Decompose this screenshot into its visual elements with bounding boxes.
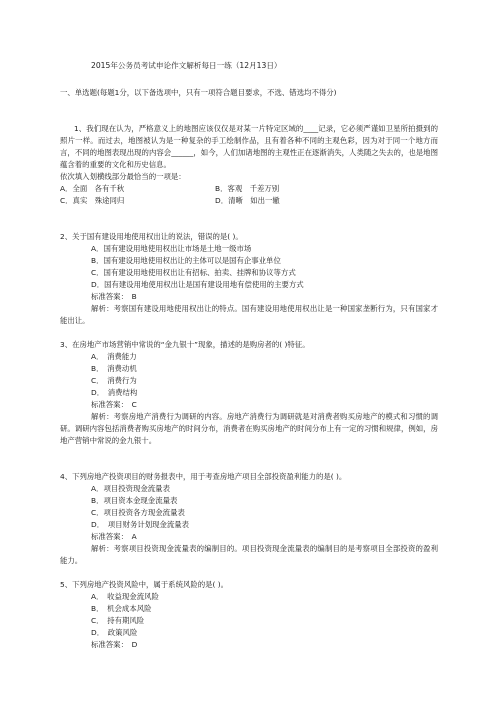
question-4-stem: 4、下列房地产投资项目的财务报表中，用于考查房地产项目全部投资盈利能力的是( )。	[60, 472, 347, 481]
option-b: B．客观 千差万别	[215, 184, 280, 193]
question-2	[60, 231, 438, 327]
question-4-option-d: D． 项目财务计划现金流量表	[91, 520, 190, 529]
question-4	[60, 471, 438, 567]
document-title: 2015年公务员考试申论作文解析每日一练（12月13日）	[91, 61, 282, 70]
question-5	[60, 579, 438, 651]
question-3-answer: 标准答案： C	[91, 400, 137, 409]
question-1-options-row-2	[60, 195, 438, 207]
section-heading: 一、单选题(每题1分，以下备选项中，只有一项符合题目要求，不选、错选均不得分)	[60, 88, 337, 97]
question-3-stem: 3、在房地产市场营销中常说的“金九银十”现象，描述的是购房者的( )特征。	[60, 340, 310, 349]
question-5-answer: 标准答案： D	[91, 640, 138, 649]
question-2-option-b: B．国有建设用地使用权出让的主体可以是国有企事业单位	[91, 256, 281, 265]
question-4-answer: 标准答案： A	[91, 532, 137, 541]
question-2-answer: 标准答案： B	[91, 292, 137, 301]
question-3	[60, 339, 438, 447]
option-c: C．真实 殊途同归	[60, 196, 125, 205]
question-4-option-b: B．项目资本金现金流量表	[91, 496, 178, 505]
question-5-option-d: D． 政策风险	[91, 628, 138, 637]
question-1-prompt: 依次填入划横线部分最恰当的一项是：	[60, 172, 186, 181]
question-5-option-b: B． 机会成本风险	[91, 604, 152, 613]
option-d: D．清晰 如出一辙	[215, 196, 280, 205]
question-1-options-row-1	[60, 183, 438, 195]
question-4-option-a: A．项目投资现金流量表	[91, 484, 170, 493]
question-3-option-b: B． 消费动机	[91, 364, 137, 373]
question-3-explanation: 解析：考察房地产消费行为调研的内容。房地产消费行为调研就是对消费者购买房地产的模式和习惯的调研。调研内容包括消费者购买房地产的时间分布，消费者在购买房地产的时间分布上有一定的习惯和规律，例如，房地产营销中常说的金九银十。	[60, 412, 438, 445]
question-3-option-a: A． 消费能力	[91, 352, 137, 361]
question-1	[60, 123, 438, 207]
question-2-stem: 2、关于国有建设用地使用权出让的说法，错误的是( )。	[60, 232, 243, 241]
question-2-option-c: C．国有建设用地使用权出让有招标、拍卖、挂牌和协议等方式	[91, 268, 296, 277]
question-3-option-c: C． 消费行为	[91, 376, 137, 385]
question-5-stem: 5、下列房地产投资风险中，属于系统风险的是( )。	[60, 580, 229, 589]
question-2-explanation: 解析：考察国有建设用地使用权出让的特点。国有建设用地使用权出让是一种国家垄断行为，只有国家才能出让。	[60, 304, 438, 325]
option-a: A．全面 各有千秋	[60, 184, 125, 193]
question-2-option-d: D．国有建设用地使用权出让是国有建设用地有偿使用的主要方式	[91, 280, 304, 289]
question-5-option-c: C． 持有期风险	[91, 616, 145, 625]
question-3-option-d: D． 消费结构	[91, 388, 138, 397]
question-5-option-a: A． 收益现金流风险	[91, 592, 159, 601]
question-2-option-a: A．国有建设用地使用权出让市场是土地一级市场	[91, 244, 252, 253]
question-1-stem: 1、我们现在认为，严格意义上的地图应该仅仅是对某一片特定区域的____记录，它必须严谨如卫星所拍摄到的照片一样。而过去，地图被认为是一种复杂的手工绘制作品，且有着各种不同的主观色彩，因为对于同一个地方而言，不同的地图表现出现的内容会______，如今，人们加诸地图的主观性正在逐渐消失，人类随之失去的，也是地图蕴含着的重要的文化和历史信息。	[60, 124, 438, 169]
question-4-option-c: C．项目投资各方现金流量表	[91, 508, 185, 517]
question-4-explanation: 解析：考察项目投资现金流量表的编制目的。项目投资现金流量表的编制目的是考察项目全部投资的盈利能力。	[60, 544, 438, 565]
